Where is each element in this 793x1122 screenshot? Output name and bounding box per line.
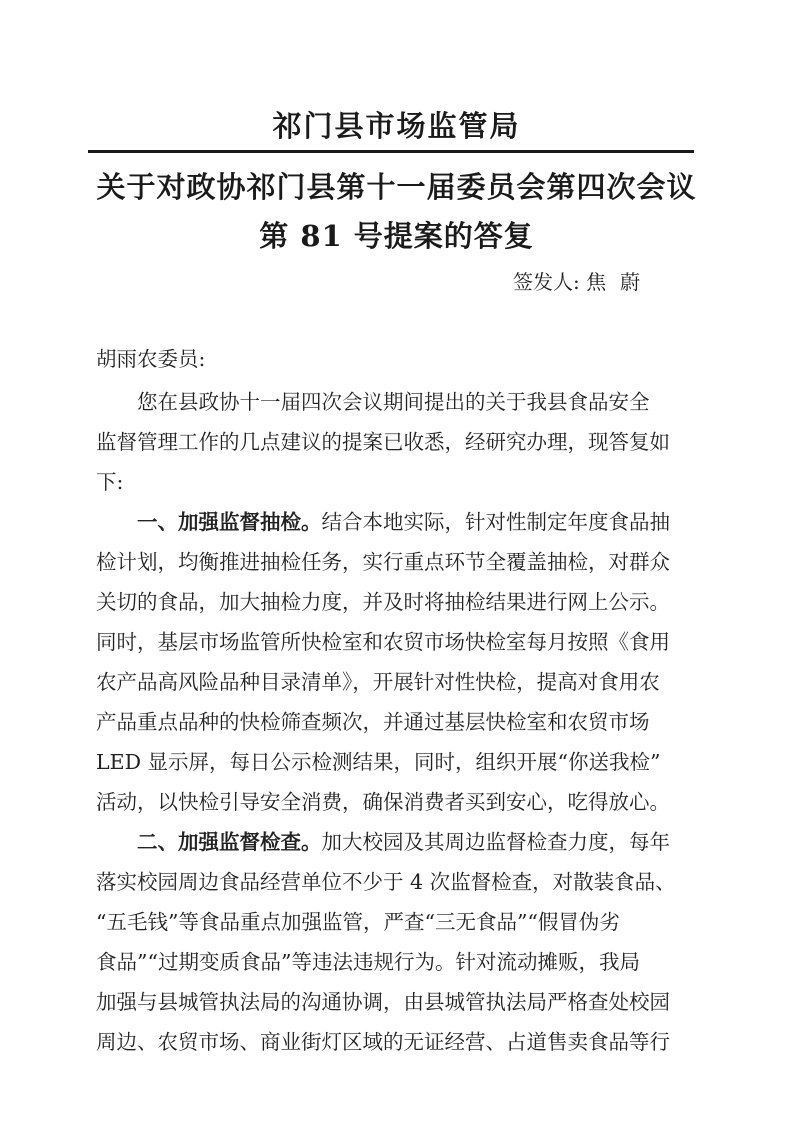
signer — [513, 266, 654, 295]
section-2-first-line-text: 加大校园及其周边监督检查力度，每年 — [321, 830, 670, 854]
paragraph-line: 产品重点品种的快检筛查频次，并通过基层快检室和农贸市场 — [96, 710, 650, 734]
paragraph-line: 农产品高风险品种目录清单》，开展针对性快检，提高对食用农 — [96, 670, 660, 694]
paragraph-line: 关切的食品，加大抽检力度，并及时将抽检结果进行网上公示。 — [96, 590, 670, 614]
paragraph-line: 同时，基层市场监管所快检室和农贸市场快检室每月按照《食用 — [96, 630, 670, 654]
paragraph-line: 落实校园周边食品经营单位不少于 4 次监督检查，对散装食品、 — [96, 870, 676, 894]
section-1-heading: 一、加强监督抽检。 — [96, 510, 322, 534]
section-2-first-line — [96, 825, 696, 855]
paragraph-line: 监督管理工作的几点建议的提案已收悉，经研究办理，现答复如 — [96, 430, 670, 454]
paragraph-line: 周边、农贸市场、商业街灯区域的无证经营、占道售卖食品等行 — [96, 1030, 670, 1054]
paragraph-line: 活动，以快检引导安全消费，确保消费者买到安心，吃得放心。 — [96, 790, 670, 814]
section-1-first-line — [96, 505, 696, 535]
header-rule — [88, 150, 694, 153]
section-2-heading: 二、加强监督检查。 — [96, 830, 322, 854]
document-title-line-1: 关于对政协祁门县第十一届委员会第四次会议 — [96, 170, 697, 204]
issuing-agency: 祁门县市场监管局 — [272, 109, 521, 143]
paragraph-line: 检计划，均衡推进抽检任务，实行重点环节全覆盖抽检，对群众 — [96, 550, 670, 574]
paragraph-line: 您在县政协十一届四次会议期间提出的关于我县食品安全 — [96, 390, 650, 414]
paragraph-line: LED 显示屏，每日公示检测结果，同时，组织开展“你送我检” — [96, 750, 661, 774]
paragraph-line: 下: — [96, 470, 124, 494]
signer-name: 焦蔚 — [586, 270, 655, 294]
signer-label: 签发人: — [513, 270, 580, 294]
document-title-line-2: 第 81 号提案的答复 — [259, 219, 534, 253]
paragraph-line: 食品”“过期变质食品”等违法违规行为。针对流动摊贩，我局 — [96, 950, 640, 974]
paragraph-line: 加强与县城管执法局的沟通协调，由县城管执法局严格查处校园 — [96, 990, 670, 1014]
salutation: 胡雨农委员: — [96, 347, 206, 371]
paragraph-line: “五毛钱”等食品重点加强监管，严查“三无食品”“假冒伪劣 — [96, 910, 620, 934]
section-1-first-line-text: 结合本地实际，针对性制定年度食品抽 — [321, 510, 670, 534]
